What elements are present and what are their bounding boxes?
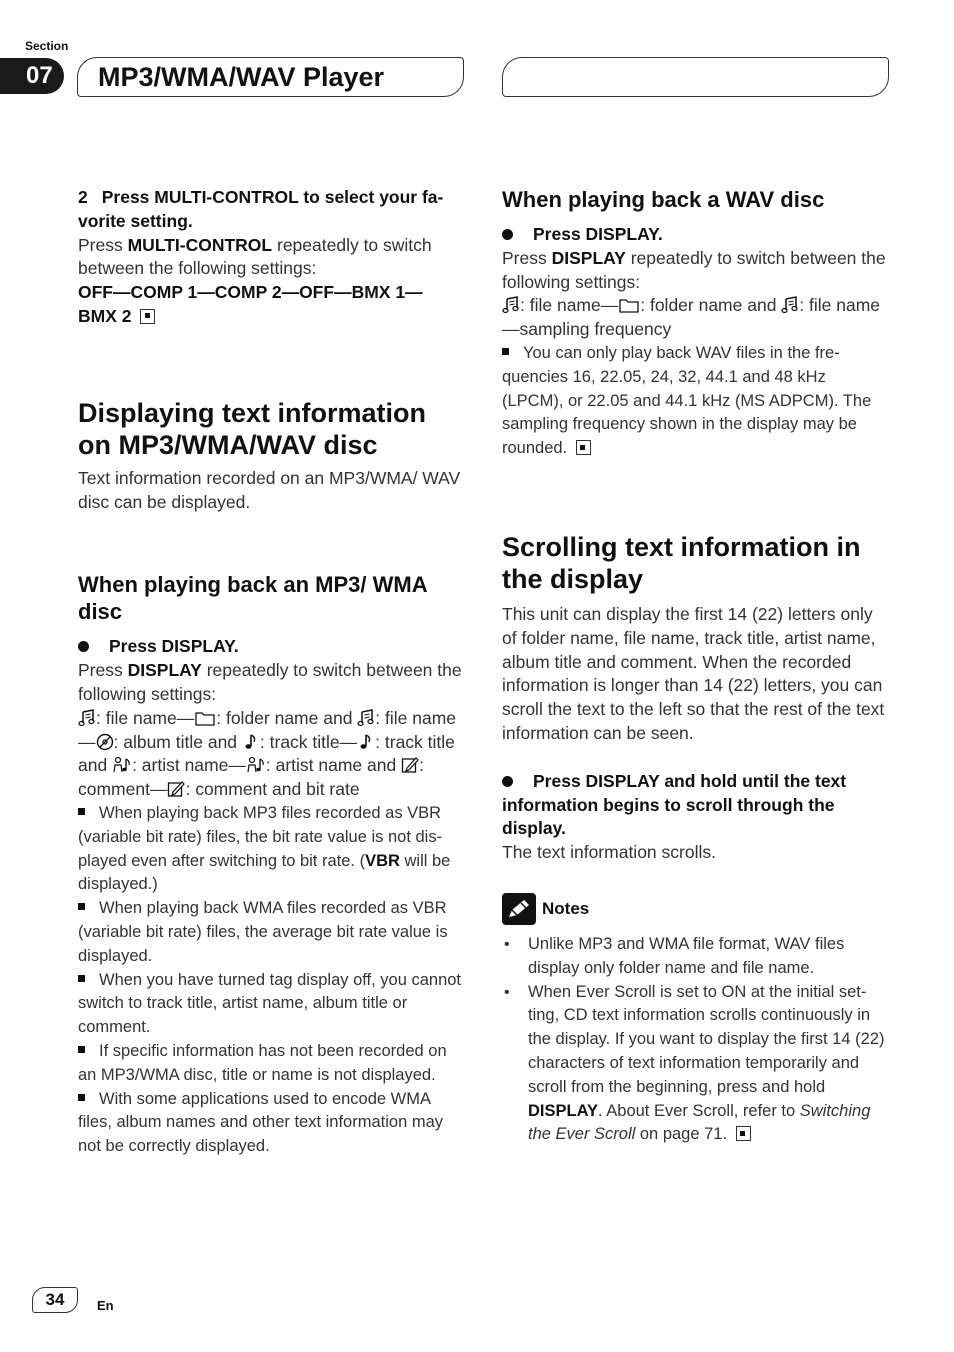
file-name-icon: [502, 296, 520, 314]
square-bullet-icon: [78, 903, 85, 910]
step-2-heading: 2 Press MULTI-CONTROL to select your favorite setting.: [78, 187, 444, 231]
mp3-display-sequence: : file name— : folder name and : file name— : album title and : track title— : track title and : artist name— : artist name and : comment— : comment and bit rate: [78, 707, 457, 800]
comment-icon: [401, 756, 419, 774]
artist-icon: [112, 756, 132, 774]
end-mark-icon: [576, 440, 591, 455]
notes-title: Notes: [542, 898, 590, 918]
artist-icon: [246, 756, 266, 774]
notes-header: [502, 893, 890, 925]
square-bullet-icon: [78, 1094, 85, 1101]
press-display-step: Press DISPLAY.: [502, 223, 890, 247]
press-display-step: Press DISPLAY.: [78, 635, 466, 659]
note-wav-frequencies: You can only play back WAV files in the frequencies 16, 22.05, 24, 32, 44.1 and 48 kHz (LPCM), or 22.05 and 44.1 kHz (MS ADPCM). The sampling frequency shown in the display may be rounded.: [502, 343, 872, 458]
right-column: [502, 186, 890, 1147]
comment-icon: [167, 780, 185, 798]
note-wma-vbr: When playing back WMA files recorded as VBR (variable bit rate) files, the average bit rate value is displayed.: [78, 899, 448, 965]
track-note-icon: [357, 733, 375, 751]
pencil-icon: [502, 893, 536, 925]
file-name-icon: [357, 709, 375, 727]
file-name-icon: [78, 709, 96, 727]
press-display-body: Press DISPLAY repeatedly to switch between the following settings:: [502, 247, 886, 292]
section-heading-display-text: Displaying text information on MP3/WMA/WAV disc: [78, 397, 427, 460]
press-display-hold-step: Press DISPLAY and hold until the text information begins to scroll through the display.: [502, 770, 890, 841]
square-bullet-icon: [78, 975, 85, 982]
empty-header-frame: [502, 57, 889, 97]
chapter-title-frame: [77, 57, 464, 97]
language-label: En: [97, 1298, 114, 1313]
note-ever-scroll: • When Ever Scroll is set to ON at the initial setting, CD text information scrolls continuously in the display. If you want to display the first 14 (22) characters of text information temporarily and scroll from the beginning, press and hold DISPLAY. About Ever Scroll, refer to Switching the Ever Scroll on page 71.: [502, 981, 890, 1148]
scrolling-intro: This unit can display the first 14 (22) letters only of folder name, file name, track title, artist name, album title and comment. When the recorded information is longer than 14 (22) letters, you can scroll the text to the left so that the rest of the text information can be seen.: [502, 603, 885, 743]
page-number: 34: [32, 1287, 78, 1313]
wav-display-sequence: : file name— : folder name and : file name—sampling frequency: [502, 295, 881, 340]
note-not-recorded: If specific information has not been recorded on an MP3/WMA disc, title or name is not displayed.: [78, 1041, 447, 1084]
section-heading-scrolling: Scrolling text information in the display: [502, 531, 861, 594]
scrolling-result: The text information scrolls.: [502, 842, 716, 863]
note-tag-display: When you have turned tag display off, you cannot switch to track title, artist name, album title or comment.: [78, 970, 462, 1037]
folder-icon: [194, 709, 216, 727]
folder-icon: [618, 296, 640, 314]
press-display-body: Press DISPLAY repeatedly to switch between the following settings:: [78, 660, 462, 704]
square-bullet-icon: [78, 1046, 85, 1053]
square-bullet-icon: [78, 808, 85, 815]
chapter-title: MP3/WMA/WAV Player: [98, 62, 385, 92]
file-name-icon: [781, 296, 799, 314]
note-wav-format: • Unlike MP3 and WMA file format, WAV files display only folder name and file name.: [502, 933, 890, 981]
left-column: [78, 186, 466, 1159]
subheading-wav: When playing back a WAV disc: [502, 187, 825, 212]
end-mark-icon: [140, 309, 155, 324]
step-2-body: Press MULTI-CONTROL repeatedly to switch between the following settings:: [78, 234, 432, 279]
note-vbr-bitrate: When playing back MP3 files recorded as VBR (variable bit rate) files, the bit rate value is not displayed even after switching to bit rate. (VBR will be displayed.): [78, 803, 451, 894]
section-label: Section: [25, 39, 69, 53]
album-disc-icon: [96, 733, 114, 751]
note-encoding-apps: With some applications used to encode WMA files, album names and other text information may not be correctly displayed.: [78, 1089, 444, 1156]
square-bullet-icon: [502, 348, 509, 355]
display-text-intro: Text information recorded on an MP3/WMA/ WAV disc can be displayed.: [78, 467, 461, 512]
section-number-badge: 07: [0, 58, 64, 94]
track-note-icon: [242, 733, 260, 751]
settings-sequence: OFF—COMP 1—COMP 2—OFF—BMX 1— BMX 2: [78, 282, 423, 326]
subheading-mp3-wma: When playing back an MP3/ WMA disc: [78, 572, 427, 625]
end-mark-icon: [736, 1126, 751, 1141]
